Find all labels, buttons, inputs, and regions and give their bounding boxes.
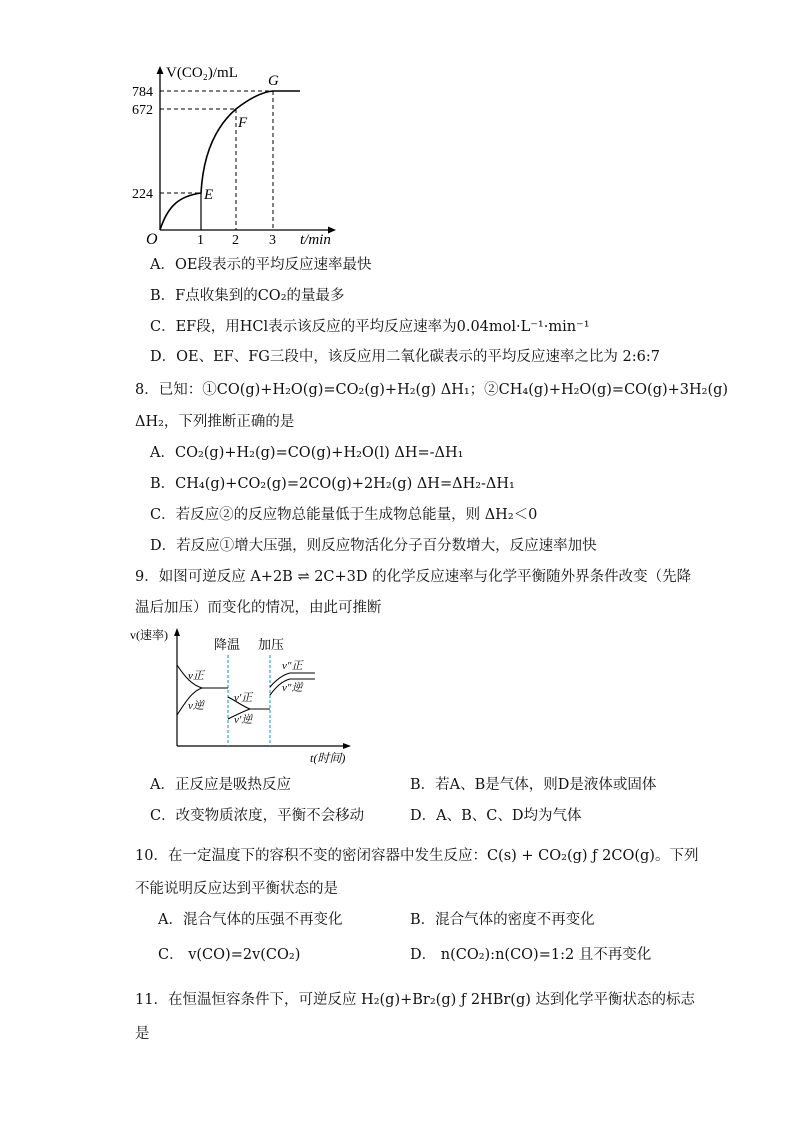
- q8-option-d: D．若反应①增大压强，则反应物活化分子百分数增大，反应速率加快: [150, 538, 597, 554]
- q10-option-a: A．混合气体的压强不再变化: [158, 912, 343, 928]
- q10-option-d: D． n(CO₂):n(CO)=1:2 且不再变化: [410, 947, 652, 963]
- q8-option-c: C．若反应②的反应物总能量低于生成物总能量，则 ΔH₂＜0: [150, 507, 538, 523]
- co2-volume-graph: [132, 60, 350, 250]
- rate-time-graph: [130, 625, 360, 770]
- fig1-ytick-784: 784: [132, 85, 153, 100]
- fig1-origin: O: [146, 231, 158, 248]
- fig1-xlabel: t/min: [300, 232, 331, 248]
- q9-stem-line1: 9．如图可逆反应 A+2B ⇌ 2C+3D 的化学反应速率与化学平衡随外界条件改变（先降: [135, 569, 692, 585]
- q8-option-b: B．CH₄(g)+CO₂(g)=2CO(g)+2H₂(g) ΔH=ΔH₂-ΔH₁: [150, 476, 515, 492]
- q8-option-a: A．CO₂(g)+H₂(g)=CO(g)+H₂O(l) ΔH=-ΔH₁: [150, 445, 464, 461]
- q9-option-b: B．若A、B是气体，则D是液体或固体: [410, 777, 657, 793]
- q9-option-d: D．A、B、C、D均为气体: [410, 808, 582, 824]
- fig2-v1-fwd: v′正: [234, 692, 253, 704]
- q11-stem-line2: 是: [135, 1026, 150, 1042]
- fig2-label-cool: 降温: [214, 637, 241, 652]
- fig2-ylabel: v(速率): [130, 628, 168, 642]
- fig2-v1-rev: v′逆: [234, 714, 253, 726]
- fig2-label-press: 加压: [258, 637, 285, 652]
- q9-option-c: C．改变物质浓度，平衡不会移动: [150, 808, 365, 824]
- q8-stem-line2: ΔH₂，下列推断正确的是: [135, 414, 295, 430]
- fig1-xtick-3: 3: [269, 233, 276, 248]
- fig2-xlabel: t(时间): [310, 751, 346, 765]
- fig1-ytick-672: 672: [132, 103, 153, 118]
- q7-option-d: D．OE、EF、FG三段中，该反应用二氧化碳表示的平均反应速率之比为 2:6:7: [150, 349, 660, 365]
- q9-option-a: A．正反应是吸热反应: [150, 777, 291, 793]
- fig1-ylabel: V(CO₂)/mL: [166, 65, 238, 81]
- fig2-v-rev: v逆: [188, 700, 204, 712]
- fig1-ytick-224: 224: [132, 187, 153, 202]
- fig1-xtick-2: 2: [232, 233, 239, 248]
- point-F: F: [238, 115, 248, 131]
- q10-stem-line1: 10．在一定温度下的容积不变的密闭容器中发生反应：C(s) + CO₂(g) ƒ 2CO(g)。下列: [135, 848, 699, 864]
- fig2-v2-rev: v″逆: [282, 682, 303, 694]
- q7-option-c: C．EF段，用HCl表示该反应的平均反应速率为0.04mol·L⁻¹·min⁻¹: [150, 319, 590, 335]
- q10-stem-line2: 不能说明反应达到平衡状态的是: [135, 881, 338, 897]
- fig1-xtick-1: 1: [197, 233, 204, 248]
- fig2-v-fwd: v正: [188, 670, 204, 682]
- q8-stem-line1: 8．已知：①CO(g)+H₂O(g)=CO₂(g)+H₂(g) ΔH₁；②CH₄(g)+H₂O(g)=CO(g)+3H₂(g): [135, 382, 729, 398]
- q7-option-b: B．F点收集到的CO₂的量最多: [150, 288, 345, 304]
- q10-option-c: C． v(CO)=2v(CO₂): [158, 947, 301, 963]
- fig2-v2-fwd: v″正: [282, 660, 303, 672]
- point-G: G: [268, 73, 279, 89]
- q10-option-b: B．混合气体的密度不再变化: [410, 912, 595, 928]
- q11-stem-line1: 11．在恒温恒容条件下，可逆反应 H₂(g)+Br₂(g) ƒ 2HBr(g) 达到化学平衡状态的标志: [135, 992, 696, 1008]
- point-E: E: [204, 187, 214, 203]
- q9-stem-line2: 温后加压）而变化的情况，由此可推断: [135, 600, 382, 616]
- q7-option-a: A．OE段表示的平均反应速率最快: [150, 257, 372, 273]
